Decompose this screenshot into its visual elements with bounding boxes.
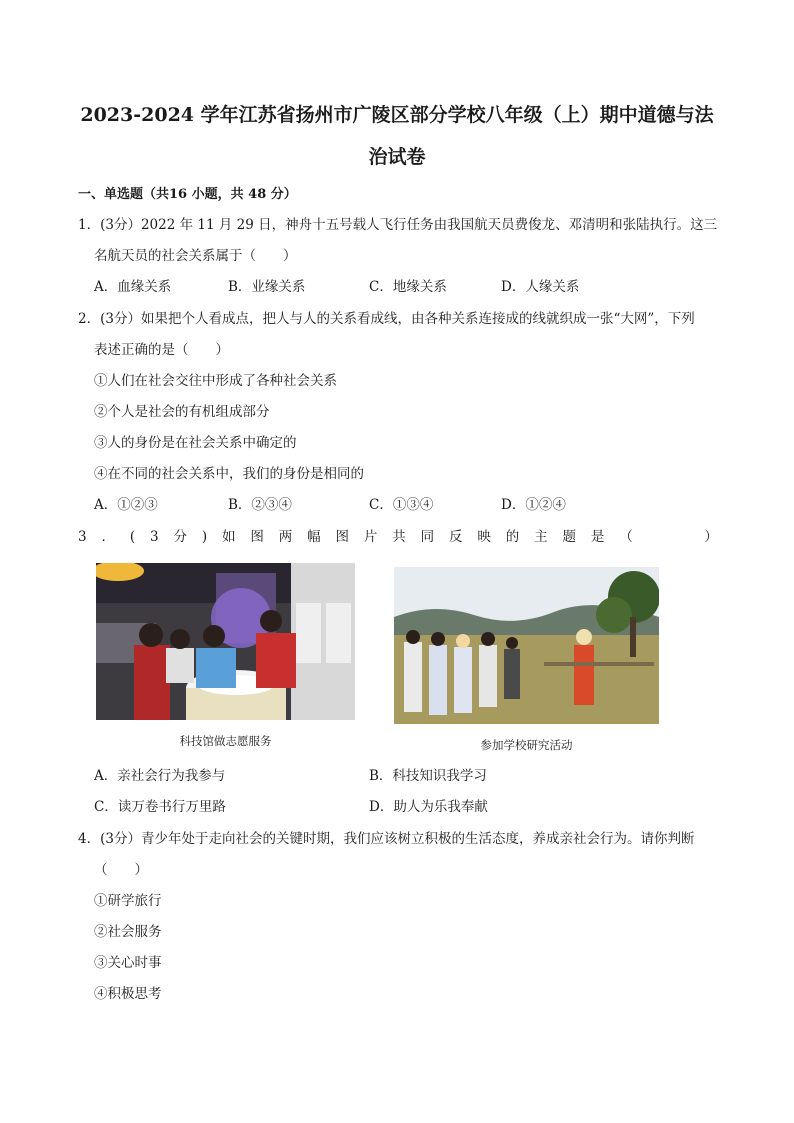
q3-char: 主 — [534, 529, 548, 545]
q4-item-1: ①研学旅行 — [94, 893, 162, 909]
q2-stem-line2: 表述正确的是（ ） — [94, 342, 229, 358]
q3-char: 同 — [420, 529, 435, 545]
exam-title-line2: 治试卷 — [368, 146, 426, 168]
q1-stem-line1: 1．(3分）2022 年 11 月 29 日，神舟十五号载人飞行任务由我国航天员费俊龙、邓清明和张陆执行。这三 — [78, 217, 718, 233]
q2-option-d: D．①②④ — [501, 497, 566, 513]
q3-char: 映 — [477, 529, 491, 545]
q3-stem — [78, 527, 718, 547]
q2-option-c: C．①③④ — [369, 497, 434, 513]
q4-stem-line1: 4．(3分）青少年处于走向社会的关键时期，我们应该树立积极的生活态度，养成亲社会行为。请你判断 — [78, 831, 695, 847]
q3-char: ． — [101, 529, 115, 545]
q3-char: 反 — [449, 529, 463, 545]
q3-option-b: B．科技知识我学习 — [369, 768, 487, 784]
q3-char: 共 — [392, 529, 406, 545]
q2-item-2: ②个人是社会的有机组成部分 — [94, 404, 270, 420]
q4-item-4: ④积极思考 — [94, 986, 162, 1002]
q3-char: 如 — [222, 529, 236, 545]
q3-char: 是 — [590, 529, 605, 545]
q3-char: ） — [704, 529, 718, 545]
q1-option-b: B．业缘关系 — [228, 279, 306, 295]
q1-option-d: D．人缘关系 — [501, 279, 580, 295]
q4-item-3: ③关心时事 — [94, 955, 162, 971]
photo-caption-right: 参加学校研究活动 — [480, 738, 573, 752]
q3-char: 图 — [250, 529, 264, 545]
q3-char: 幅 — [307, 529, 321, 545]
q2-option-a: A．①②③ — [94, 497, 158, 513]
q3-char: 的 — [505, 529, 520, 545]
q3-char — [648, 527, 662, 547]
q3-char: 分 — [173, 529, 187, 545]
photo-science-museum — [96, 563, 355, 720]
photo-caption-left: 科技馆做志愿服务 — [179, 734, 272, 748]
q1-option-c: C．地缘关系 — [369, 279, 447, 295]
q3-char: 片 — [363, 529, 378, 545]
q3-char: 3 — [78, 529, 87, 545]
q3-char: 3 — [150, 529, 159, 545]
q3-option-d: D．助人为乐我奉献 — [369, 799, 488, 815]
q3-char: （ — [619, 529, 633, 545]
q3-option-c: C．读万卷书行万里路 — [94, 799, 226, 815]
q3-option-a: A．亲社会行为我参与 — [94, 768, 226, 784]
q2-item-4: ④在不同的社会关系中，我们的身份是相同的 — [94, 466, 364, 482]
q4-stem-line2: （ ） — [94, 862, 148, 878]
q1-stem-line2: 名航天员的社会关系属于（ ） — [94, 248, 297, 264]
q2-option-b: B．②③④ — [228, 497, 292, 513]
q2-item-1: ①人们在社会交往中形成了各种社会关系 — [94, 373, 337, 389]
q3-char: 两 — [278, 529, 293, 545]
q2-item-3: ③人的身份是在社会关系中确定的 — [94, 435, 297, 451]
photo-school-activity — [394, 567, 659, 724]
section-heading: 一、单选题（共16 小题，共 48 分） — [78, 187, 297, 202]
q3-char: 题 — [562, 529, 576, 545]
q4-item-2: ②社会服务 — [94, 924, 162, 940]
q3-char: ) — [201, 529, 208, 545]
q3-char: ( — [129, 529, 136, 545]
q1-option-a: A．血缘关系 — [94, 279, 172, 295]
q3-char: 图 — [335, 529, 349, 545]
q2-stem-line1: 2．(3分）如果把个人看成点，把人与人的关系看成线，由各种关系连接成的线就织成一张“大网”，下列 — [78, 311, 695, 327]
exam-title-line1: 2023-2024 学年江苏省扬州市广陵区部分学校八年级（上）期中道德与法 — [80, 104, 714, 126]
q3-char — [676, 527, 690, 547]
